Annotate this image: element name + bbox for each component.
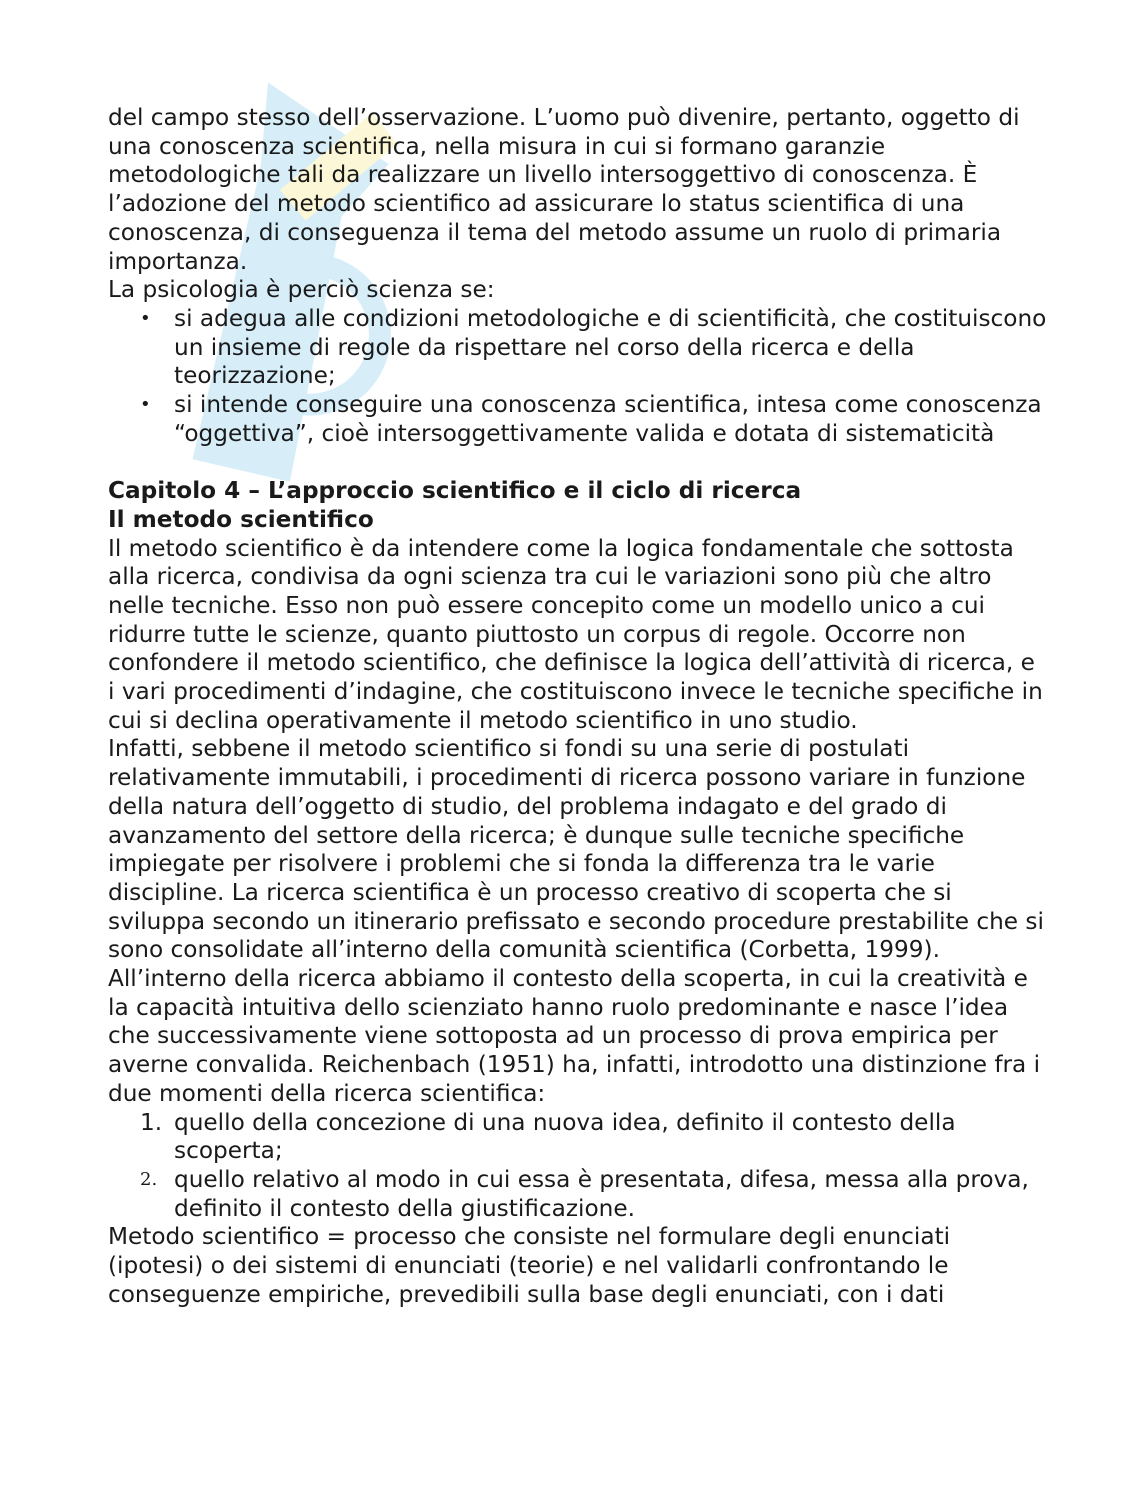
- list-item-text: si intende conseguire una conoscenza scientifica, intesa come conoscenza “oggettiva”, cioè intersoggettivamente valida e dotata di sistematicità: [174, 391, 1042, 447]
- section-title: Il metodo scientifico: [108, 505, 374, 533]
- list-item-text: si adegua alle condizioni metodologiche e di scientificità, che costituiscono un insieme di regole da rispettare nel corso della ricerca e della teorizzazione;: [174, 304, 1047, 390]
- document-page: [108, 104, 1048, 1310]
- list-item-text: quello della concezione di una nuova idea, definito il contesto della scoperta;: [174, 1108, 956, 1165]
- spacer: [108, 448, 1048, 477]
- body-paragraph-1: Il metodo scientifico è da intendere come la logica fondamentale che sottosta alla ricerca, condivisa da ogni scienza tra cui le variazioni sono più che altro nelle tecniche. Esso non può essere concepito come un modello unico a cui ridurre tutte le scienze, quanto piuttosto un corpus di regole. Occorre non confondere il metodo scientifico, che definisce la logica dell’attività di ricerca, e i vari procedimenti d’indagine, che costituiscono invece le tecniche specifiche in cui si declina operativamente il metodo scientifico in uno studio.: [108, 534, 1043, 734]
- list-item: [140, 1166, 1048, 1223]
- body-paragraph-3: Metodo scientifico = processo che consiste nel formulare degli enunciati (ipotesi) o dei sistemi di enunciati (teorie) e nel validarli confrontando le conseguenze empiriche, prevedibili sulla base degli enunciati, con i dati: [108, 1223, 951, 1308]
- list-item-text: quello relativo al modo in cui essa è presentata, difesa, messa alla prova, definito il contesto della giustificazione.: [174, 1166, 1029, 1222]
- intro-lead: La psicologia è perciò scienza se:: [108, 276, 495, 304]
- intro-paragraph: del campo stesso dell’osservazione. L’uomo può divenire, pertanto, oggetto di una conoscenza scientifica, nella misura in cui si formano garanzie metodologiche tali da realizzare un livello intersoggettivo di conoscenza. È l’adozione del metodo scientifico ad assicurare lo status scientifica di una conoscenza, di conseguenza il tema del metodo assume un ruolo di primaria importanza.: [108, 104, 1020, 275]
- list-item: [140, 1108, 1048, 1166]
- research-moments-list: [108, 1109, 1048, 1224]
- list-item: [140, 391, 1048, 448]
- bullet-marker: •: [140, 307, 151, 329]
- list-number: 2.: [140, 1169, 158, 1190]
- list-number: 1.: [140, 1108, 163, 1136]
- body-paragraph-2: Infatti, sebbene il metodo scientifico si fondi su una serie di postulati relativamente immutabili, i procedimenti di ricerca possono variare in funzione della natura dell’oggetto di studio, del problema indagato e del grado di avanzamento del settore della ricerca; è dunque sulle tecniche specifiche impiegate per risolvere i problemi che si fonda la differenza tra le varie discipline. La ricerca scientifica è un processo creativo di scoperta che si sviluppa secondo un itinerario prefissato e secondo procedure prestabilite che si sono consolidate all’interno della comunità scientifica (Corbetta, 1999). All’interno della ricerca abbiamo il contesto della scoperta, in cui la creatività e la capacità intuitiva dello scienziato hanno ruolo predominante e nasce l’idea che successivamente viene sottoposta ad un processo di prova empirica per averne convalida. Reichenbach (1951) ha, infatti, introdotto una distinzione fra i due momenti della ricerca scientifica:: [108, 735, 1044, 1107]
- conditions-list: [108, 305, 1048, 449]
- chapter-title: Capitolo 4 – L’approccio scientifico e il ciclo di ricerca: [108, 477, 802, 505]
- bullet-marker: •: [140, 394, 151, 416]
- list-item: [140, 304, 1048, 391]
